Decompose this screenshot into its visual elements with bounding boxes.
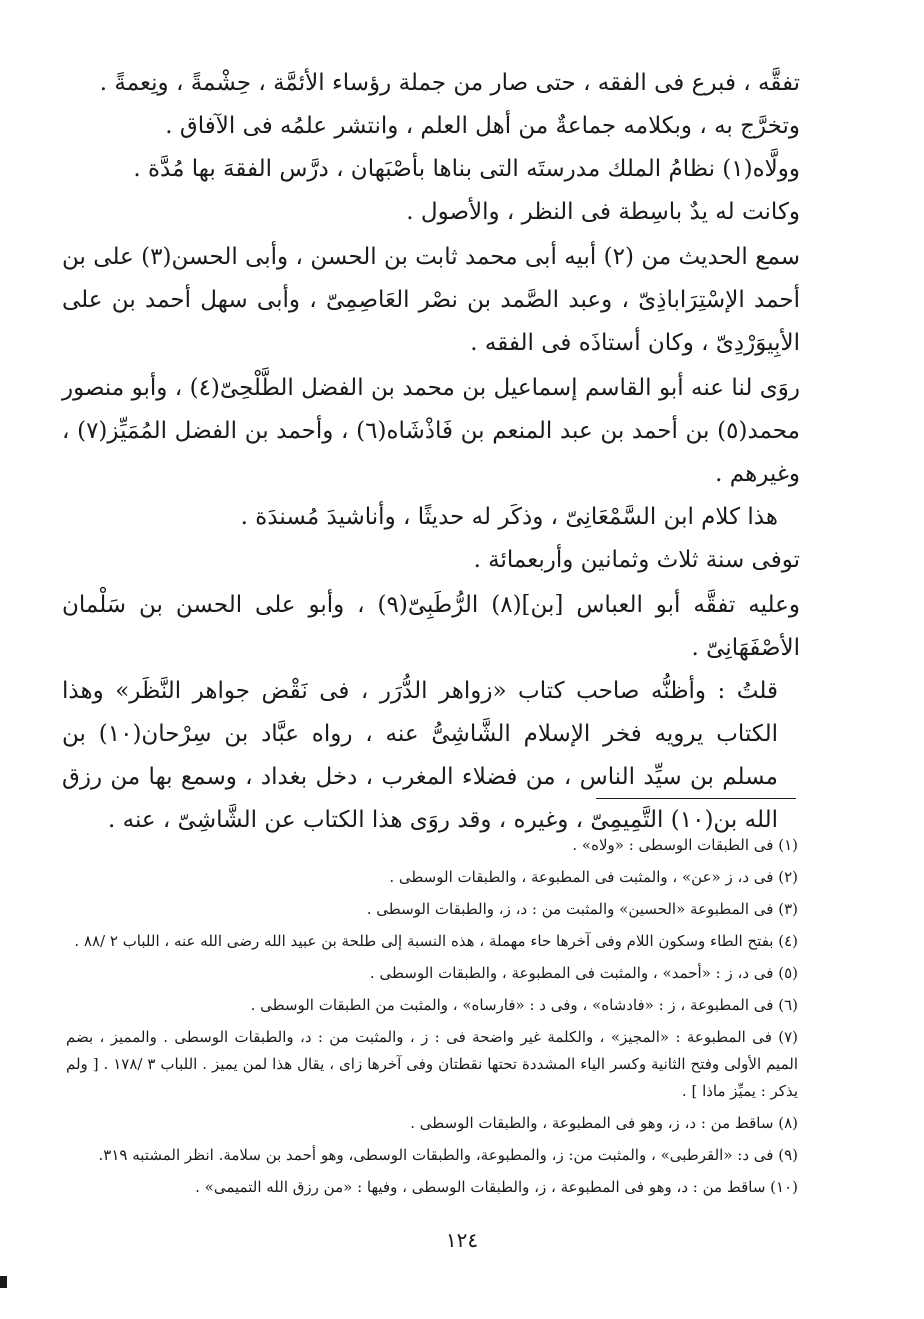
paragraph: توفى سنة ثلاث وثمانين وأربعمائة . (473, 547, 800, 573)
paragraph: وكانت له يدٌ باسِطة فى النظر ، والأصول . (406, 199, 800, 225)
footnote: (٩) فى د: «القرطبى» ، والمثبت من: ز، والمطبوعة، والطبقات الوسطى، وهو أحمد بن سلامة. انظر المشتبه ٣١٩. (98, 1146, 798, 1164)
page-number: ١٢٤ (445, 1228, 479, 1252)
paragraph: هذا كلام ابن السَّمْعَانِىّ ، وذكَر له حديثًا ، وأناشيدَ مُسندَة . (240, 504, 778, 530)
paragraph: سمع الحديث من (٢) أبيه أبى محمد ثابت بن الحسن ، وأبى الحسن(٣) على بن أحمد الإسْتِرَاباذِىّ ، وعبد الصَّمد بن نصْر العَاصِمِىّ ، وأبى سهل أحمد بن على الأبِيوَرْدِىّ ، وكان أستاذَه فى الفقه . (62, 244, 800, 356)
footnote: (٥) فى د، ز : «أحمد» ، والمثبت فى المطبوعة ، والطبقات الوسطى . (369, 964, 798, 982)
footnote: (٤) بفتح الطاء وسكون اللام وفى آخرها حاء مهملة ، هذه النسبة إلى طلحة بن عبيد الله رضى الله عنه ، اللباب ٢ /٨٨ . (74, 932, 798, 950)
footnote: (١) فى الطبقات الوسطى : «ولاه» . (572, 836, 798, 854)
footnote: (٦) فى المطبوعة ، ز : «فادشاه» ، وفى د : «فارساه» ، والمثبت من الطبقات الوسطى . (250, 996, 798, 1014)
footnote: (٢) فى د، ز «عن» ، والمثبت فى المطبوعة ، والطبقات الوسطى . (389, 868, 798, 886)
paragraph: تفقَّه ، فبرع فى الفقه ، حتى صار من جملة رؤساء الأئمَّة ، حِشْمةً ، ونِعمةً . (99, 70, 800, 96)
footnote-separator (596, 798, 796, 799)
footnote: (٣) فى المطبوعة «الحسين» والمثبت من : د، ز، والطبقات الوسطى . (366, 900, 798, 918)
paragraph: وعليه تفقَّه أبو العباس [بن](٨) الرُّطَبِىّ(٩) ، وأبو على الحسن بن سَلْمان الأصْفَهَانِىّ . (62, 592, 800, 661)
paragraph: قلتُ : وأظنُّه صاحب كتاب «زواهر الدُّرَر ، فى نَقْض جواهر النَّظَر» وهذا الكتاب يرويه فخر الإسلام الشَّاشِىُّ عنه ، رواه عبَّاد بن سِرْحان(١٠) بن مسلم بن سيِّد الناس ، من فضلاء المغرب ، دخل بغداد ، وسمع بها من رزق الله بن(١٠) التَّمِيمِىّ ، وغيره ، وقد روَى هذا الكتاب عن الشَّاشِىّ ، عنه . (62, 678, 778, 833)
paragraph: وولَّاه(١) نظامُ الملك مدرستَه التى بناها بأصْبَهان ، درَّس الفقهَ بها مُدَّة . (133, 156, 800, 182)
paragraph: روَى لنا عنه أبو القاسم إسماعيل بن محمد بن الفضل الطَّلْحِىّ(٤) ، وأبو منصور محمد(٥) بن أحمد بن عبد المنعم بن فَاذْشَاه(٦) ، وأحمد بن الفضل المُمَيِّز(٧) ، وغيرهم . (62, 375, 800, 487)
footnote: (٨) ساقط من : د، ز، وهو فى المطبوعة ، والطبقات الوسطى . (410, 1114, 798, 1132)
scan-edge-mark (0, 1276, 7, 1288)
footnote: (١٠) ساقط من : د، وهو فى المطبوعة ، ز، والطبقات الوسطى ، وفيها : «من رزق الله التميمى» . (195, 1178, 798, 1196)
footnotes (66, 832, 798, 1206)
main-text (62, 62, 800, 842)
paragraph: وتخرَّج به ، وبكلامه جماعةٌ من أهل العلم ، وانتشر علمُه فى الآفاق . (165, 113, 800, 139)
footnote: (٧) فى المطبوعة : «المجيز» ، والكلمة غير واضحة فى : ز ، والمثبت من : د، والطبقات الوسطى . والمميز ، بضم الميم الأولى وفتح الثانية وكسر الياء المشددة تحتها نقطتان وفى آخرها زاى ، يقال هذا لمن يميز . اللباب ٣ /١٧٨ . [ ولم يذكر : يميِّز ماذا ] . (66, 1028, 798, 1100)
